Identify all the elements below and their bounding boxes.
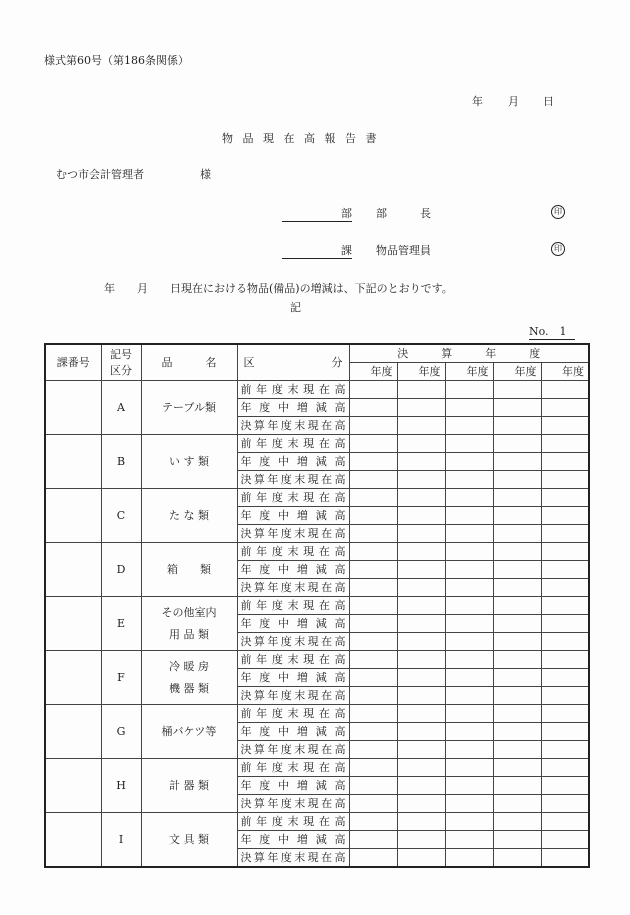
value-cell[interactable] [349, 579, 397, 597]
value-cell[interactable] [541, 597, 589, 615]
row-label-cell: 年度中増減高 [237, 831, 349, 849]
value-cell[interactable] [349, 561, 397, 579]
value-cell[interactable] [445, 435, 493, 453]
row-label-cell: 決算年度末現在高 [237, 579, 349, 597]
value-cell[interactable] [493, 543, 541, 561]
item-name-line: 用 品 類 [169, 627, 209, 641]
value-cell[interactable] [541, 507, 589, 525]
table-row [45, 813, 589, 831]
seal-icon: 印 [551, 204, 565, 219]
row-label-cell: 決算年度末現在高 [237, 741, 349, 759]
value-cell[interactable] [349, 615, 397, 633]
item-name-line: 冷 暖 房 [169, 659, 209, 673]
value-cell[interactable] [445, 507, 493, 525]
value-cell[interactable] [493, 381, 541, 399]
row-label-cell: 決算年度末現在高 [237, 849, 349, 868]
value-cell[interactable] [445, 597, 493, 615]
header-year-1: 年度 [349, 363, 397, 381]
value-cell[interactable] [541, 561, 589, 579]
row-label-cell: 決算年度末現在高 [237, 525, 349, 543]
signer-department-field[interactable] [282, 205, 352, 222]
addressee-honorific: 様 [200, 168, 211, 181]
value-cell[interactable] [349, 543, 397, 561]
value-cell[interactable] [397, 471, 445, 489]
value-cell[interactable] [445, 723, 493, 741]
value-cell[interactable] [397, 615, 445, 633]
value-cell[interactable] [349, 435, 397, 453]
table-row [45, 759, 589, 777]
value-cell[interactable] [541, 417, 589, 435]
code-cell: C [101, 489, 141, 543]
item-name-line: 機 器 類 [169, 681, 209, 695]
value-cell[interactable] [349, 525, 397, 543]
ki-label: 記 [290, 301, 301, 314]
value-cell[interactable] [541, 543, 589, 561]
date-day-label: 日 [543, 95, 554, 108]
item-name-line: 文 具 類 [169, 833, 209, 846]
value-cell[interactable] [397, 417, 445, 435]
value-cell[interactable] [397, 651, 445, 669]
row-label-cell: 年度中増減高 [237, 723, 349, 741]
code-cell: I [101, 813, 141, 868]
statement-text: 年 月 日現在における物品(備品)の増減は、下記のとおりです。 [104, 282, 453, 295]
section-no-cell[interactable] [45, 543, 101, 597]
value-cell[interactable] [397, 687, 445, 705]
row-label-cell: 前年度末現在高 [237, 597, 349, 615]
value-cell[interactable] [541, 399, 589, 417]
value-cell[interactable] [493, 813, 541, 831]
header-row [45, 344, 589, 363]
value-cell[interactable] [397, 435, 445, 453]
value-cell[interactable] [397, 723, 445, 741]
value-cell[interactable] [445, 687, 493, 705]
value-cell[interactable] [493, 507, 541, 525]
value-cell[interactable] [397, 813, 445, 831]
value-cell[interactable] [493, 417, 541, 435]
code-cell: B [101, 435, 141, 489]
value-cell[interactable] [541, 759, 589, 777]
header-code: 記号 区分 [101, 344, 141, 381]
signer-department-role: 部 長 [376, 207, 431, 220]
row-label-cell: 年度中増減高 [237, 561, 349, 579]
value-cell[interactable] [493, 579, 541, 597]
value-cell[interactable] [397, 669, 445, 687]
value-cell[interactable] [397, 543, 445, 561]
value-cell[interactable] [541, 705, 589, 723]
row-label-cell: 前年度末現在高 [237, 813, 349, 831]
value-cell[interactable] [493, 759, 541, 777]
header-year-3: 年度 [445, 363, 493, 381]
value-cell[interactable] [445, 633, 493, 651]
signer-section-field[interactable] [282, 242, 352, 259]
value-cell[interactable] [541, 831, 589, 849]
value-cell[interactable] [445, 417, 493, 435]
item-name-line: 計 器 類 [169, 779, 209, 792]
row-label-cell: 前年度末現在高 [237, 381, 349, 399]
row-label-cell: 決算年度末現在高 [237, 633, 349, 651]
value-cell[interactable] [349, 651, 397, 669]
row-label-cell: 年度中増減高 [237, 669, 349, 687]
value-cell[interactable] [445, 543, 493, 561]
code-cell: E [101, 597, 141, 651]
item-name-cell [141, 813, 237, 868]
item-name-line: い す 類 [169, 455, 209, 468]
value-cell[interactable] [349, 669, 397, 687]
code-cell: G [101, 705, 141, 759]
value-cell[interactable] [397, 741, 445, 759]
value-cell[interactable] [397, 489, 445, 507]
header-item-name: 品 名 [141, 344, 237, 381]
value-cell[interactable] [541, 651, 589, 669]
item-name-line: 箱 類 [167, 563, 211, 576]
row-label-cell: 年度中増減高 [237, 777, 349, 795]
row-label-cell: 年度中増減高 [237, 507, 349, 525]
form-number: 様式第60号（第186条関係） [44, 54, 189, 67]
value-cell[interactable] [445, 489, 493, 507]
department-unit-label: 部 [282, 205, 352, 222]
header-year-4: 年度 [493, 363, 541, 381]
value-cell[interactable] [493, 597, 541, 615]
value-cell[interactable] [349, 489, 397, 507]
value-cell[interactable] [541, 687, 589, 705]
inventory-table [44, 343, 590, 868]
value-cell[interactable] [493, 651, 541, 669]
table-row [45, 651, 589, 669]
value-cell[interactable] [349, 759, 397, 777]
value-cell[interactable] [541, 471, 589, 489]
value-cell[interactable] [445, 615, 493, 633]
section-no-cell[interactable] [45, 381, 101, 435]
table-row [45, 597, 589, 615]
value-cell[interactable] [493, 849, 541, 868]
item-name-cell [141, 759, 237, 813]
value-cell[interactable] [397, 507, 445, 525]
section-no-cell[interactable] [45, 597, 101, 651]
value-cell[interactable] [445, 759, 493, 777]
date-year-label: 年 [472, 95, 483, 108]
value-cell[interactable] [541, 579, 589, 597]
value-cell[interactable] [445, 795, 493, 813]
value-cell[interactable] [397, 795, 445, 813]
header-section-no: 課番号 [45, 344, 101, 381]
row-label-cell: 決算年度末現在高 [237, 795, 349, 813]
value-cell[interactable] [397, 849, 445, 868]
value-cell[interactable] [445, 831, 493, 849]
value-cell[interactable] [493, 669, 541, 687]
section-no-cell[interactable] [45, 813, 101, 868]
value-cell[interactable] [349, 381, 397, 399]
row-label-cell: 年度中増減高 [237, 453, 349, 471]
value-cell[interactable] [541, 669, 589, 687]
value-cell[interactable] [445, 669, 493, 687]
section-no-cell[interactable] [45, 435, 101, 489]
value-cell[interactable] [349, 417, 397, 435]
value-cell[interactable] [349, 507, 397, 525]
value-cell[interactable] [349, 849, 397, 868]
value-cell[interactable] [493, 471, 541, 489]
row-label-cell: 決算年度末現在高 [237, 471, 349, 489]
value-cell[interactable] [493, 525, 541, 543]
value-cell[interactable] [349, 723, 397, 741]
value-cell[interactable] [493, 723, 541, 741]
value-cell[interactable] [541, 381, 589, 399]
value-cell[interactable] [349, 687, 397, 705]
value-cell[interactable] [493, 741, 541, 759]
row-label-cell: 前年度末現在高 [237, 435, 349, 453]
row-label-cell: 前年度末現在高 [237, 759, 349, 777]
value-cell[interactable] [541, 435, 589, 453]
value-cell[interactable] [445, 471, 493, 489]
code-cell: D [101, 543, 141, 597]
header-category: 区 分 [237, 344, 349, 381]
value-cell[interactable] [349, 471, 397, 489]
value-cell[interactable] [493, 453, 541, 471]
date-month-label: 月 [508, 95, 519, 108]
value-cell[interactable] [349, 453, 397, 471]
value-cell[interactable] [445, 399, 493, 417]
code-cell: A [101, 381, 141, 435]
value-cell[interactable] [349, 741, 397, 759]
section-no-cell[interactable] [45, 489, 101, 543]
value-cell[interactable] [445, 381, 493, 399]
value-cell[interactable] [541, 489, 589, 507]
value-cell[interactable] [493, 489, 541, 507]
row-label-cell: 前年度末現在高 [237, 489, 349, 507]
section-no-cell[interactable] [45, 705, 101, 759]
value-cell[interactable] [541, 453, 589, 471]
value-cell[interactable] [349, 813, 397, 831]
value-cell[interactable] [493, 615, 541, 633]
value-cell[interactable] [541, 525, 589, 543]
value-cell[interactable] [397, 705, 445, 723]
row-label-cell: 決算年度末現在高 [237, 417, 349, 435]
header-year-2: 年度 [397, 363, 445, 381]
item-name-line: テーブル類 [161, 401, 216, 414]
item-name-cell [141, 651, 237, 705]
item-name-line: 桶バケツ等 [161, 725, 217, 738]
value-cell[interactable] [445, 777, 493, 795]
value-cell[interactable] [493, 561, 541, 579]
value-cell[interactable] [493, 795, 541, 813]
page-number: No. 1 [529, 323, 575, 340]
header-year-5: 年度 [541, 363, 589, 381]
item-name-cell [141, 435, 237, 489]
value-cell[interactable] [397, 633, 445, 651]
value-cell[interactable] [445, 651, 493, 669]
section-no-cell[interactable] [45, 651, 101, 705]
item-name-line: その他室内 [161, 605, 217, 619]
value-cell[interactable] [493, 399, 541, 417]
row-label-cell: 年度中増減高 [237, 399, 349, 417]
value-cell[interactable] [349, 705, 397, 723]
value-cell[interactable] [445, 705, 493, 723]
value-cell[interactable] [493, 705, 541, 723]
signer-section-role: 物品管理員 [376, 244, 431, 257]
value-cell[interactable] [445, 813, 493, 831]
value-cell[interactable] [541, 723, 589, 741]
value-cell[interactable] [493, 633, 541, 651]
value-cell[interactable] [397, 381, 445, 399]
item-name-cell [141, 489, 237, 543]
value-cell[interactable] [493, 435, 541, 453]
value-cell[interactable] [445, 849, 493, 868]
value-cell[interactable] [349, 795, 397, 813]
value-cell[interactable] [493, 687, 541, 705]
value-cell[interactable] [397, 597, 445, 615]
value-cell[interactable] [541, 849, 589, 868]
value-cell[interactable] [397, 525, 445, 543]
table-row [45, 543, 589, 561]
item-name-cell [141, 543, 237, 597]
item-name-cell [141, 381, 237, 435]
value-cell[interactable] [445, 453, 493, 471]
row-label-cell: 前年度末現在高 [237, 705, 349, 723]
value-cell[interactable] [541, 615, 589, 633]
section-no-cell[interactable] [45, 759, 101, 813]
value-cell[interactable] [349, 777, 397, 795]
table-row [45, 705, 589, 723]
row-label-cell: 決算年度末現在高 [237, 687, 349, 705]
value-cell[interactable] [541, 633, 589, 651]
value-cell[interactable] [397, 453, 445, 471]
value-cell[interactable] [445, 525, 493, 543]
value-cell[interactable] [349, 597, 397, 615]
addressee-name: むつ市会計管理者 [56, 168, 144, 181]
value-cell[interactable] [349, 831, 397, 849]
value-cell[interactable] [445, 741, 493, 759]
value-cell[interactable] [541, 741, 589, 759]
value-cell[interactable] [397, 759, 445, 777]
value-cell[interactable] [397, 561, 445, 579]
value-cell[interactable] [493, 777, 541, 795]
value-cell[interactable] [445, 561, 493, 579]
value-cell[interactable] [349, 399, 397, 417]
table-row [45, 489, 589, 507]
row-label-cell: 年度中増減高 [237, 615, 349, 633]
value-cell[interactable] [493, 831, 541, 849]
table-row [45, 381, 589, 399]
row-label-cell: 前年度末現在高 [237, 651, 349, 669]
value-cell[interactable] [397, 399, 445, 417]
item-name-cell [141, 705, 237, 759]
value-cell[interactable] [397, 777, 445, 795]
seal-icon: 印 [551, 241, 565, 256]
header-fiscal-year: 決 算 年 度 [349, 344, 589, 363]
value-cell[interactable] [541, 777, 589, 795]
item-name-line: た な 類 [169, 509, 209, 522]
value-cell[interactable] [541, 813, 589, 831]
table-row [45, 435, 589, 453]
section-unit-label: 課 [282, 242, 352, 259]
code-cell: F [101, 651, 141, 705]
value-cell[interactable] [349, 633, 397, 651]
value-cell[interactable] [397, 579, 445, 597]
value-cell[interactable] [445, 579, 493, 597]
document-title: 物 品 現 在 高 報 告 書 [222, 132, 377, 145]
item-name-cell [141, 597, 237, 651]
value-cell[interactable] [541, 795, 589, 813]
code-cell: H [101, 759, 141, 813]
row-label-cell: 前年度末現在高 [237, 543, 349, 561]
value-cell[interactable] [397, 831, 445, 849]
